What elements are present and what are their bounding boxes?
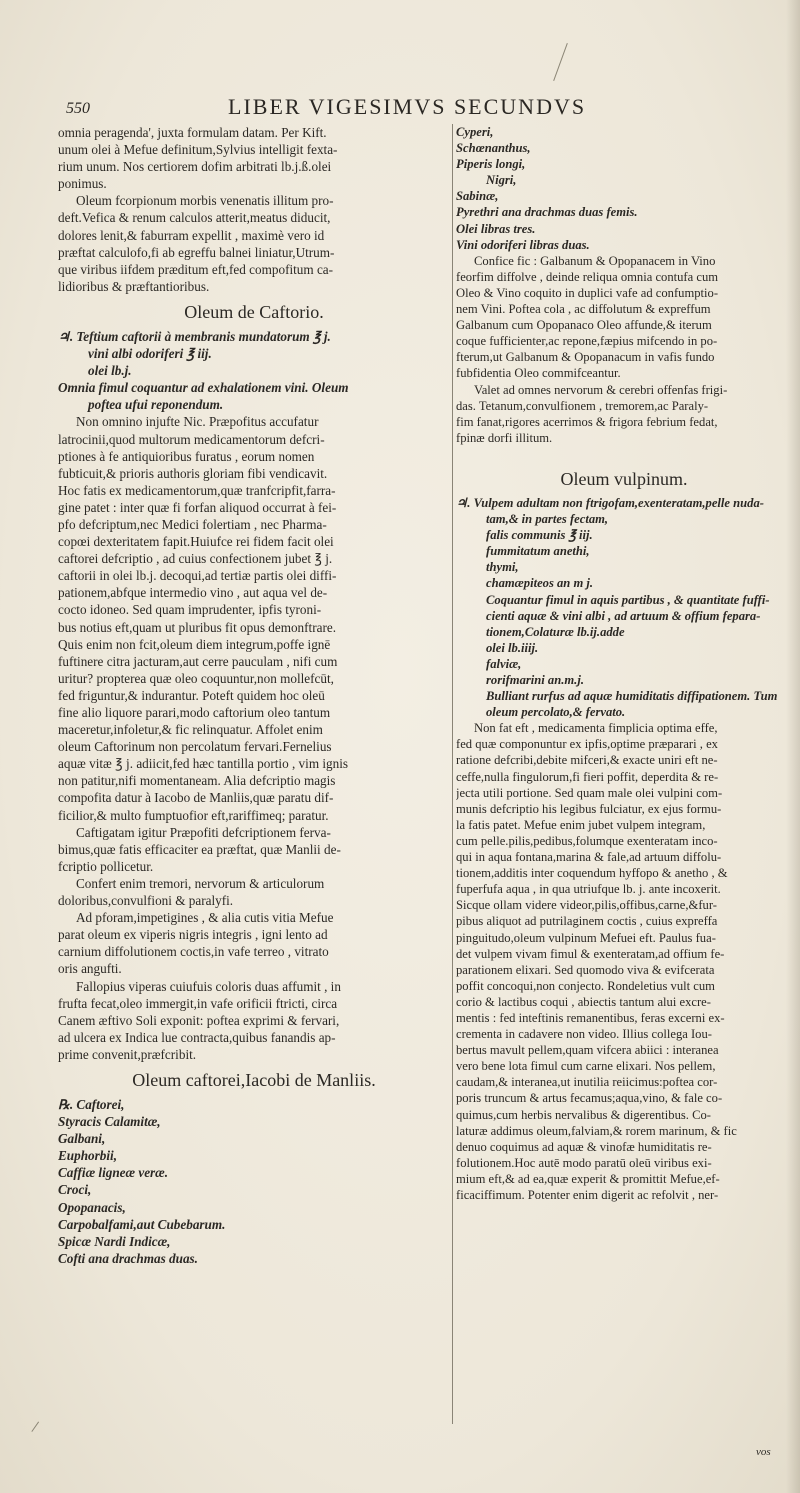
text-line: tionem,additis inter coquendum hyffopo & anetho , &	[456, 866, 728, 881]
text-line: jecta utili portione. Sed quam male olei vulpini com-	[456, 785, 723, 800]
text-line: Bulliant rurfus ad aquæ humiditatis diffipationem. Tum	[486, 689, 778, 704]
text-line: nem Vini. Poftea cola , ac diffolutum & expreffum	[456, 302, 711, 317]
text-line: coque fufficienter,ac repone,fæpius mifcendo in po-	[456, 334, 718, 349]
column-divider	[452, 124, 453, 1424]
text-line: fubticuit,& prioris authoris gloriam fibi vendicavit.	[58, 465, 328, 481]
text-line: crementa in cadavere non video. Illius collega Iou-	[456, 1027, 712, 1042]
text-line: poftea ufui reponendum.	[88, 397, 224, 413]
text-line: chamæpiteos an m j.	[486, 576, 594, 591]
text-line: tam,& in partes fectam,	[486, 512, 609, 527]
text-line: omnia peragenda', juxta formulam datam. Per Kift.	[58, 125, 327, 140]
text-line: Fallopius viperas cuiufuis coloris duas affumit , in	[76, 978, 341, 994]
text-line: fubfidentia Oleo commifceantur.	[456, 366, 621, 381]
text-line: aquæ vitæ ℥ j. adiicit,fed hæc tantilla portio , vim ignis	[58, 756, 349, 772]
text-line: olei lb.iiij.	[486, 640, 539, 655]
text-line: mium eft,& ad ea,quæ experit & promittit Mefue,ef-	[456, 1171, 720, 1186]
text-line: caudam,& interanea,ut inutilia reiicimus:poftea cor-	[456, 1075, 718, 1090]
text-line: folutionem.Hoc autē modo paratū oleū viribus exi-	[456, 1155, 712, 1170]
text-line: vero bene lota fimul cum carne elixari. Nos pellem,	[456, 1059, 716, 1074]
text-line: tionem,Colaturæ lb.ij.adde	[486, 624, 625, 639]
text-line: ponimus.	[58, 176, 107, 192]
text-line: Omnia fimul coquantur ad exhalationem vini. Oleum	[58, 380, 349, 396]
text-line: præftat calculofo,fi ab egreffu balnei liniatur,Utrum-	[58, 244, 335, 260]
text-line: Quis enim non fcit,oleum diem integrum,poffe ignē	[58, 636, 331, 652]
text-line: bimus,quæ fatis efficaciter ea præftat, quæ Manlii de-	[58, 841, 341, 857]
text-line: Spicæ Nardi Indicæ,	[58, 1233, 171, 1249]
text-line: parat oleum ex viperis nigris integris , igni lento ad	[58, 927, 328, 943]
left-text-column	[58, 124, 450, 1267]
text-line: ♃. Teftium caftorii à membranis mundatorum ℥ j.	[58, 328, 331, 344]
text-line: Opopanacis,	[58, 1199, 126, 1215]
text-line: laturæ addimus oleum,falviam,& rorem marinum, & fic	[456, 1123, 737, 1138]
text-line: das. Tetanum,convulfionem , tremorem,ac Paraly-	[456, 398, 709, 413]
text-line: fuperfufa aqua , in qua utriufque lb. j. ante incoxerit.	[456, 882, 721, 897]
text-line: Coquantur fimul in aquis partibus , & quantitate fuffi-	[486, 592, 770, 607]
page-number: 550	[66, 100, 90, 117]
text-line: Caftigatam igitur Præpofiti defcriptionem ferva-	[76, 824, 331, 840]
text-line: frufta fecat,oleo immergit,in vafe orificii ftricti, circa	[58, 995, 338, 1011]
text-line: fummitatum anethi,	[486, 544, 590, 559]
section-heading: Oleum vulpinum.	[560, 468, 688, 489]
text-line: poris truncum & artus fecamus;aqua,vino, & fale co-	[456, 1091, 723, 1106]
text-line: fine alio liquore parari,modo caftorium oleo tantum	[58, 705, 331, 720]
text-line: det vulpem vivam fimul & exenteratam,ad offium fe-	[456, 946, 725, 961]
text-line: ceffe,nulla fingulorum,fi fieri poffit, deperdita & re-	[456, 769, 719, 784]
text-line: feorfim diffolve , deinde reliqua omnia contufa cum	[456, 269, 719, 284]
text-line: cum pelle.pilis,pedibus,folumque exenteratam inco-	[456, 833, 718, 848]
text-line: ficilior,& multo fumptuofior eft,rariffimeq; paratur.	[58, 807, 329, 823]
text-line: Vini odoriferi libras duas.	[456, 237, 590, 252]
text-line: olei lb.j.	[88, 363, 132, 379]
text-line: fed friguntur,& indurantur. Poteft quidem hoc oleū	[58, 687, 325, 703]
text-line: caftorei defcriptio , ad cuius confectionem jubet ℥ j.	[58, 551, 333, 567]
text-line: doloribus,convulfioni & paralyfi.	[58, 893, 234, 909]
text-line: thymi,	[486, 560, 519, 575]
text-line: Cyperi,	[456, 125, 494, 139]
text-line: ad ulcera ex Indica lue contracta,quibus fanandis ap-	[58, 1029, 336, 1045]
text-line: non patitur,nifi momentaneam. Alia defcriptio magis	[58, 773, 336, 789]
text-line: pinguitudo,oleum vulpinum Mefuei eft. Paulus fua-	[456, 930, 716, 945]
text-line: Non omnino injufte Nic. Præpofitus accufatur	[76, 414, 319, 430]
text-line: prime convenit,præfcribit.	[58, 1046, 197, 1062]
text-line: Oleo & Vino coquito in duplici vafe ad confumptio-	[456, 285, 719, 300]
text-line: oleum Caftorinum non percolatum fervari.Fernelius	[58, 739, 332, 755]
text-line: cocto idoneo. Sed quam imprudenter, ipfis tyroni-	[58, 602, 322, 618]
text-line: fim fanat,rigores acerrimos & frigora febrium fedat,	[456, 414, 718, 429]
text-line: Schœnanthus,	[456, 141, 531, 156]
right-text-column	[456, 124, 792, 1203]
section-heading: Oleum caftorei,Iacobi de Manliis.	[132, 1069, 376, 1090]
text-line: Galbani,	[58, 1131, 106, 1147]
catchword: vos	[756, 1446, 771, 1458]
text-line: pibus aliquot ad putrilaginem coctis , cuius expreffa	[456, 914, 718, 929]
text-line: Nigri,	[486, 173, 517, 188]
text-line: Pyrethri ana drachmas duas femis.	[456, 205, 638, 220]
page-header	[0, 94, 800, 128]
text-line: ptiones à fe antiquioribus furatus , eorum nomen	[58, 448, 315, 464]
text-line: ♃. Vulpem adultam non ftrigofam,exenteratam,pelle nuda-	[456, 495, 764, 510]
text-line: munis defcriptio his legibus fulciatur, ex ejus formu-	[456, 801, 722, 816]
text-line: oleum percolato,& fervato.	[486, 705, 626, 720]
text-line: caftorii in olei lb.j. decoqui,ad tertiæ partis olei diffi-	[58, 568, 337, 584]
text-line: Confice fic : Galbanum & Opopanacem in Vino	[474, 253, 716, 268]
text-line: Olei libras tres.	[456, 221, 536, 236]
text-line: pfo defcriptum,nec Medici folertiam , nec Pharma-	[58, 516, 327, 532]
text-line: fed quæ componuntur ex ipfis,optime præparari , ex	[456, 737, 718, 752]
text-line: Confert enim tremori, nervorum & articulorum	[76, 875, 325, 891]
text-line: Carpobalfami,aut Cubebarum.	[58, 1216, 226, 1232]
text-line: mentis : fed inteftinis remanentibus, feras excerni ex-	[456, 1010, 725, 1025]
text-line: Ad pforam,impetigines , & alia cutis vitia Mefue	[76, 910, 334, 926]
blank-line	[456, 446, 792, 462]
text-line: maceretur,infoletur,& fic relinquatur. Affolet enim	[58, 722, 323, 738]
text-line: unum olei à Mefue definitum,Sylvius intelligit fexta-	[58, 142, 338, 158]
text-line: Euphorbii,	[58, 1148, 118, 1164]
text-line: deft.Vefica & renum calculos atterit,meatus diducit,	[58, 210, 331, 226]
text-line: la fatis patet. Mefue enim jubet vulpem integram,	[456, 817, 706, 832]
text-line: bertus mavult pellem,quam vifcera abiici : interanea	[456, 1043, 719, 1058]
text-line: Croci,	[58, 1182, 92, 1198]
text-line: vini albi odoriferi ℥ iij.	[88, 346, 212, 362]
text-line: ratione defcribi,debite mifceri,& exacte uniri eft ne-	[456, 753, 718, 768]
text-line: copœi dexteritatem fapit.Huiufce rei fidem facit olei	[58, 534, 334, 550]
text-line: Cofti ana drachmas duas.	[58, 1250, 198, 1266]
text-line: falviæ,	[486, 656, 522, 671]
text-line: Oleum fcorpionum morbis venenatis illitum pro-	[76, 193, 334, 209]
text-line: cienti aquæ & vini albi , ad artuum & offium fepara-	[486, 608, 761, 623]
text-line: compofita datur à Iacobo de Manliis,quæ paratu dif-	[58, 790, 334, 806]
text-line: fcriptio pollicetur.	[58, 858, 154, 874]
running-head: LIBER VIGESIMVS SECUNDVS	[228, 94, 587, 119]
text-line: Galbanum cum Opopanaco Oleo affunde,& iterum	[456, 318, 712, 333]
text-line: lidioribus & præftantioribus.	[58, 278, 210, 294]
text-line: uritur? propterea quæ oleo coquuntur,non mollefcūt,	[58, 670, 334, 686]
text-line: que viribus iifdem præditum eft,fed compofitum ca-	[58, 261, 334, 277]
text-line: carnium diffolutionem coctis,in vafe terreo , vitrato	[58, 944, 329, 960]
text-line: ℞. Caftorei,	[58, 1096, 125, 1112]
text-line: Caffiæ ligneæ veræ.	[58, 1165, 169, 1181]
text-line: poffit concoqui,non conjecto. Rondeletius vult cum	[456, 978, 715, 993]
text-line: Canem æftivo Soli exponit: poftea exprimi & fervari,	[58, 1012, 340, 1028]
text-line: Valet ad omnes nervorum & cerebri offenfas frigi-	[474, 382, 728, 397]
text-line: fterum,ut Galbanum & Opopanacum in vafis fundo	[456, 350, 715, 365]
text-line: Sicque ollam videre videor,pilis,offibus,carne,&fur-	[456, 898, 717, 913]
text-line: quimus,cum herbis nervalibus & digerentibus. Co-	[456, 1107, 711, 1122]
text-line: rium unum. Nos certiorem dofim arbitrati lb.j.ß.olei	[58, 159, 332, 175]
text-line: latrocinii,quod multorum medicamentorum defcri-	[58, 431, 325, 447]
text-line: parationem elixari. Sed quomodo viva & evifcerata	[456, 962, 715, 977]
text-line: dolores lenit,& faburram expellit , maximè vero id	[58, 227, 325, 243]
text-line: falis communis ℥ iij.	[486, 528, 593, 543]
section-heading: Oleum de Caftorio.	[184, 301, 324, 322]
text-line: gine patet : inter quæ fi forfan aliquod occurrat à fei-	[58, 499, 337, 515]
text-line: ficaciffimum. Potenter enim digerit ac refolvit , ner-	[456, 1188, 719, 1202]
text-line: bus notius eft,quam ut pluribus fit opus demonftrare.	[58, 619, 336, 635]
text-line: Hoc fatis ex medicamentorum,quæ tranfcripfit,farra-	[58, 482, 336, 498]
text-line: Sabinæ,	[456, 189, 499, 204]
text-line: Styracis Calamitæ,	[58, 1114, 161, 1130]
text-line: Non fat eft , medicamenta fimplicia optima effe,	[474, 721, 718, 736]
text-line: fpinæ dorfi illitum.	[456, 430, 553, 445]
text-line: oris angufti.	[58, 961, 122, 977]
text-line: qui in aqua fontana,marina & fale,ad artuum diffolu-	[456, 850, 722, 865]
text-line: fuftinere citra jacturam,aut cerre pauculam , nifi cum	[58, 653, 338, 669]
text-line: corio & lactibus coqui , abiectis tantum alui excre-	[456, 994, 711, 1009]
text-line: pationem,abfque intermedio vino , aut aqua vel de-	[58, 585, 328, 601]
text-line: denuo coquimus ad aquæ & vinofæ humiditatis re-	[456, 1139, 712, 1154]
text-line: rorifmarini an.m.j.	[486, 673, 584, 687]
text-line: Piperis longi,	[456, 157, 526, 172]
